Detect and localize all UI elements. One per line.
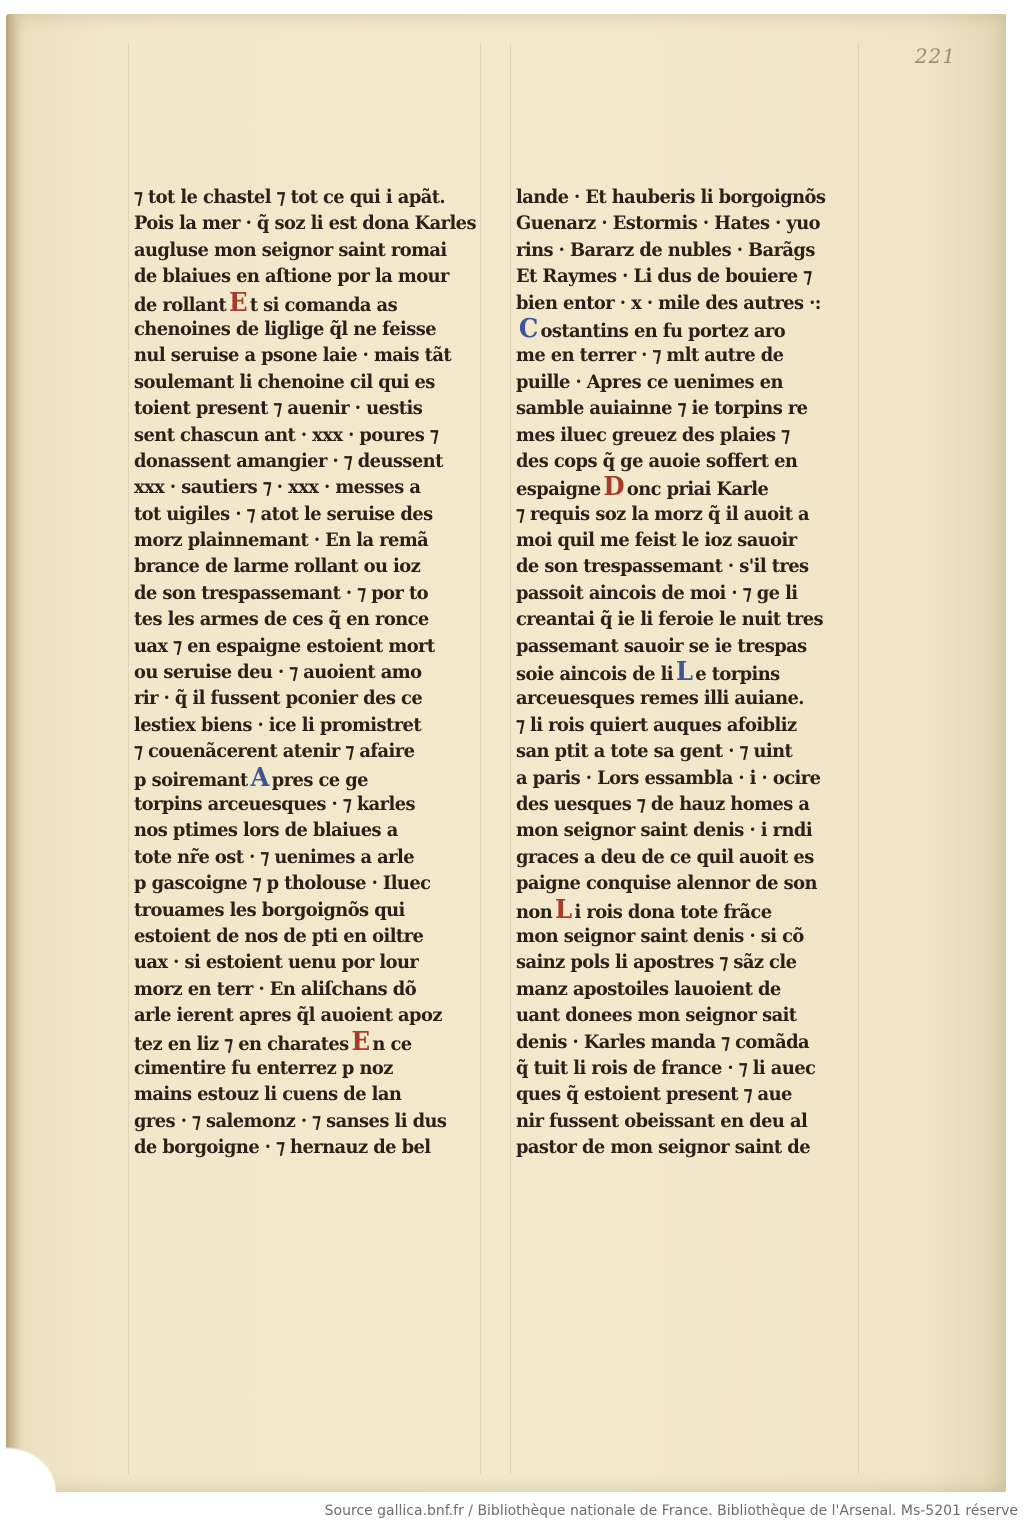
manuscript-folio: [6, 14, 1006, 1492]
text-line: tot uigiles · ⁊ atot le seruise des: [134, 502, 433, 525]
text-line: [134, 762, 454, 793]
text-line: pastor de mon seignor saint de: [516, 1136, 810, 1159]
text-line: gres · ⁊ salemonz · ⁊ sanses li dus: [134, 1109, 447, 1132]
text-line: [516, 313, 836, 344]
text-line: ⁊ requis soz la morz q̃ il auoit a: [516, 502, 810, 525]
rubricated-initial: D: [603, 472, 625, 503]
text-segment: e torpins: [695, 663, 780, 686]
text-segment: p soiremant: [134, 768, 248, 791]
text-line: des cops q̃ ge auoie soffert en: [516, 449, 798, 472]
text-line: creantai q̃ ie li feroie le nuit tres: [516, 608, 823, 631]
text-line: lestiex biens · ice li promistret: [134, 713, 422, 736]
text-line: [134, 1026, 454, 1057]
text-segment: onc priai Karle: [626, 478, 769, 501]
folio-number: 221: [914, 44, 956, 68]
text-line: tote nr̃e ost · ⁊ uenimes a arle: [134, 845, 415, 868]
text-line: puille · Apres ce uenimes en: [516, 370, 783, 393]
text-line: me en terrer · ⁊ mlt autre de: [516, 344, 784, 367]
text-line: samble auiainne ⁊ ie torpins re: [516, 397, 808, 420]
text-line: xxx · sautiers ⁊ · xxx · messes a: [134, 476, 421, 499]
text-line: [134, 287, 454, 318]
text-line: a paris · Lors essambla · i · ocire: [516, 766, 821, 789]
text-line: mon seignor saint denis · i rndi: [516, 819, 813, 842]
text-line: sainz pols li apostres ⁊ sãz cle: [516, 951, 797, 974]
text-line: toient present ⁊ auenir · uestis: [134, 397, 423, 420]
text-segment: non: [516, 900, 553, 923]
text-line: passemant sauoir se ie trespas: [516, 634, 807, 657]
rubricated-initial: A: [250, 762, 269, 793]
text-line: trouames les borgoignõs qui: [134, 898, 405, 921]
text-line: graces a deu de ce quil auoit es: [516, 845, 814, 868]
text-line: rir · q̃ il fussent pconier des ce: [134, 687, 423, 710]
text-line: denis · Karles manda ⁊ comãda: [516, 1030, 810, 1053]
text-line: passoit aincois de moi · ⁊ ge li: [516, 581, 798, 604]
rubricated-initial: E: [351, 1026, 370, 1057]
text-line: q̃ tuit li rois de france · ⁊ li auec: [516, 1056, 816, 1079]
text-line: morz en terr · En aliſchans dõ: [134, 977, 417, 1000]
text-line: estoient de nos de pti en oiltre: [134, 924, 424, 947]
text-line: Pois la mer · q̃ soz li est dona Karles: [134, 212, 476, 235]
text-line: mon seignor saint denis · si cõ: [516, 924, 804, 947]
text-line: torpins arceuesques · ⁊ karles: [134, 792, 416, 815]
text-line: uax ⁊ en espaigne estoient mort: [134, 634, 435, 657]
text-line: ques q̃ estoient present ⁊ aue: [516, 1083, 792, 1106]
text-line: paigne conquise alennor de son: [516, 872, 817, 895]
text-line: uax · si estoient uenu por lour: [134, 951, 419, 974]
text-line: rins · Bararz de nubles · Barãgs: [516, 238, 815, 261]
ruling-line: [480, 44, 481, 1474]
text-line: lande · Et hauberis li borgoignõs: [516, 186, 826, 208]
text-segment: i rois dona tote frãce: [574, 900, 772, 923]
left-text-column: [134, 184, 474, 1160]
text-line: ou seruise deu · ⁊ auoient amo: [134, 661, 422, 684]
text-line: chenoines de liglige q̃l ne feisse: [134, 317, 437, 340]
rubricated-initial: L: [555, 894, 572, 925]
text-line: [516, 472, 836, 503]
text-line: nir fussent obeissant en deu al: [516, 1109, 808, 1132]
binding-gutter: [6, 14, 20, 1492]
text-line: de borgoigne · ⁊ hernauz de bel: [134, 1136, 431, 1159]
text-segment: n ce: [372, 1032, 412, 1055]
text-line: tes les armes de ces q̃ en ronce: [134, 608, 429, 631]
text-line: [516, 894, 836, 925]
text-line: de son trespassemant · ⁊ por to: [134, 581, 429, 604]
text-line: des uesques ⁊ de hauz homes a: [516, 792, 810, 815]
text-line: soulemant li chenoine cil qui es: [134, 370, 435, 393]
text-line: brance de larme rollant ou ioz: [134, 555, 421, 578]
text-segment: t si comanda as: [249, 293, 398, 316]
text-line: augluse mon seignor saint romai: [134, 238, 447, 261]
right-text-column: [516, 184, 856, 1160]
source-caption: Source gallica.bnf.fr / Bibliothèque nationale de France. Bibliothèque de l'Arsenal. Ms-5201 réserve: [324, 1503, 1018, 1519]
text-line: arle ierent apres q̃l auoient apoz: [134, 1004, 442, 1027]
text-segment: ostantins en fu portez aro: [540, 319, 786, 342]
ruling-line: [128, 44, 129, 1474]
text-line: cimentire fu enterrez p noz: [134, 1056, 393, 1079]
text-line: arceuesques remes illi auiane.: [516, 687, 804, 710]
text-line: nul seruise a psone laie · mais tãt: [134, 344, 452, 367]
text-segment: soie aincois de li: [516, 663, 674, 686]
text-line: san ptit a tote sa gent · ⁊ uint: [516, 740, 793, 763]
rubricated-initial: C: [518, 313, 538, 344]
text-line: de blaiues en aſtione por la mour: [134, 265, 449, 288]
rubricated-initial: E: [228, 287, 248, 318]
ruling-line: [510, 44, 511, 1474]
text-line: morz plainnemant · En la remã: [134, 529, 429, 552]
text-segment: de rollant: [134, 293, 227, 316]
text-segment: tez en liz ⁊ en charates: [134, 1032, 349, 1055]
text-line: mes iluec greuez des plaies ⁊: [516, 423, 790, 446]
text-line: [516, 657, 836, 688]
text-line: sent chascun ant · xxx · poures ⁊: [134, 423, 439, 446]
ruling-line: [858, 44, 859, 1474]
text-line: Et Raymes · Li dus de bouiere ⁊: [516, 265, 812, 288]
text-line: donassent amangier · ⁊ deussent: [134, 449, 443, 472]
text-line: de son trespassemant · s'il tres: [516, 555, 809, 578]
text-line: manz apostoiles lauoient de: [516, 977, 781, 1000]
text-line: bien entor · x · mile des autres ·:: [516, 291, 821, 314]
text-segment: espaigne: [516, 478, 601, 501]
torn-corner: [6, 1412, 96, 1492]
text-line: uant donees mon seignor sait: [516, 1004, 797, 1027]
text-line: mains estouz li cuens de lan: [134, 1083, 402, 1106]
text-segment: pres ce ge: [271, 768, 368, 791]
text-line: ⁊ li rois quiert auques afoibliz: [516, 713, 797, 736]
rubricated-initial: L: [675, 657, 693, 688]
text-line: ⁊ tot le chastel ⁊ tot ce qui i apãt.: [134, 186, 446, 208]
text-line: ⁊ couenãcerent atenir ⁊ afaire: [134, 740, 415, 763]
text-line: moi quil me feist le ioz sauoir: [516, 529, 797, 552]
text-line: nos ptimes lors de blaiues a: [134, 819, 398, 842]
text-line: Guenarz · Estormis · Hates · yuo: [516, 212, 821, 235]
text-line: p gascoigne ⁊ p tholouse · Iluec: [134, 872, 431, 895]
